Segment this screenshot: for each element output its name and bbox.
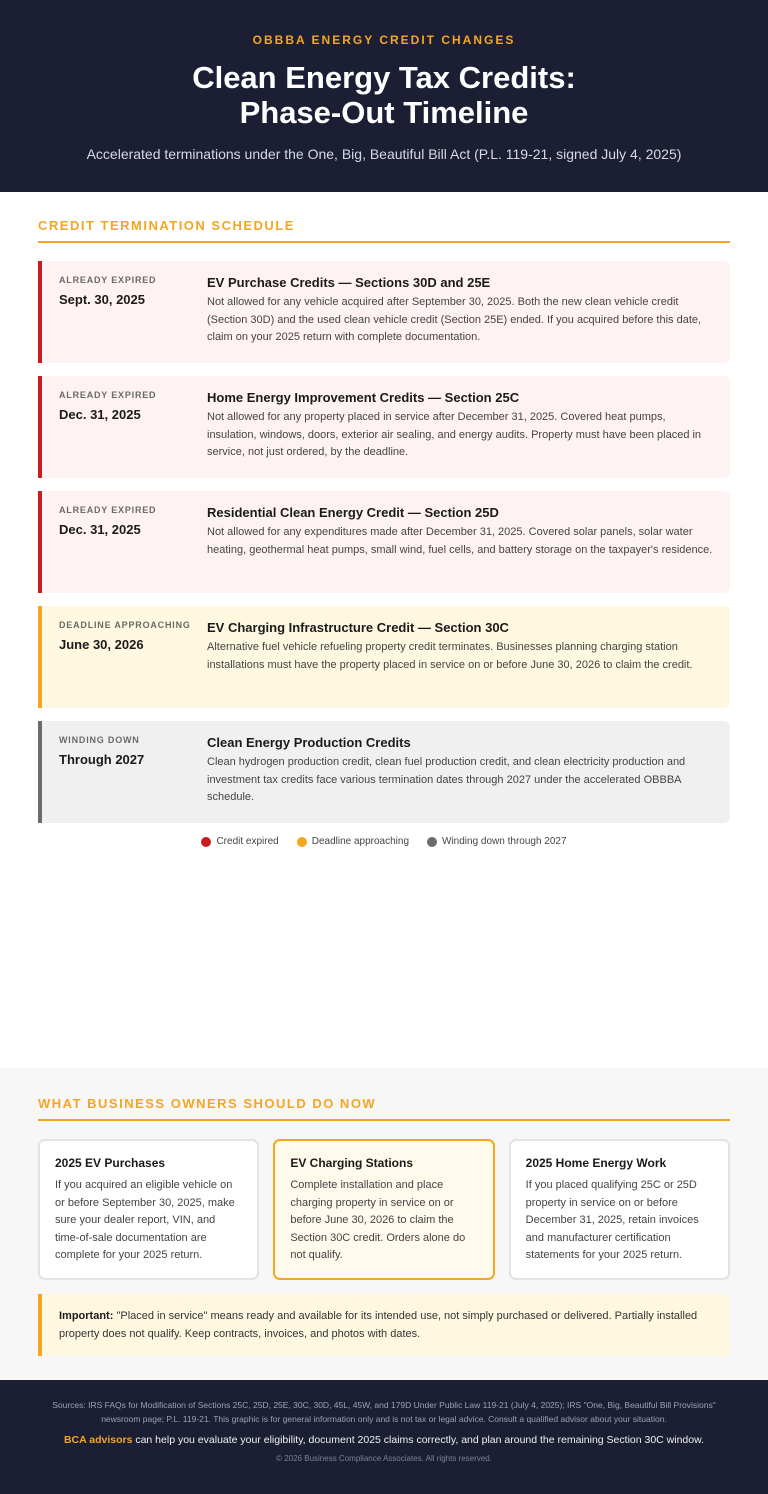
termination-schedule-section (0, 192, 768, 1068)
legend-item-expired (201, 836, 278, 847)
entry-description: Not allowed for any vehicle acquired after September 30, 2025. Both the new clean vehicle credit (Section 30D) and the used clean vehicle credit (Section 25E) ended. If you acquired before this date, claim on your 2025 return with complete documentation. (207, 296, 702, 343)
entry-title: EV Charging Infrastructure Credit — Section 30C (207, 620, 509, 635)
card-title: 2025 Home Energy Work (525, 1156, 667, 1170)
entry-description: Not allowed for any property placed in service after December 31, 2025. Covered heat pumps, insulation, windows, doors, exterior air sealing, and energy audits. Property must have been placed in service, not just ordered, by the deadline. (207, 411, 702, 458)
footer (0, 1380, 768, 1494)
timeline-entry (38, 491, 730, 593)
cta-text: can help you evaluate your eligibility, document 2025 claims correctly, and plan around the remaining Section 30C window. (132, 1434, 705, 1446)
entry-body (207, 505, 714, 593)
call-to-action (38, 1434, 730, 1446)
timeline-entry (38, 376, 730, 478)
deadline-date: Dec. 31, 2025 (59, 522, 141, 537)
card-title: EV Charging Stations (290, 1156, 414, 1170)
title-line-1: Clean Energy Tax Credits: (192, 60, 576, 95)
deadline-date: Through 2027 (59, 752, 145, 767)
orange-dot-icon (297, 837, 307, 847)
entry-date-block (59, 390, 207, 478)
entry-body (207, 735, 714, 823)
entry-date-block (59, 505, 207, 593)
status-label: WINDING DOWN (59, 735, 140, 745)
entry-date-block (59, 735, 207, 823)
card-body: Complete installation and place charging property in service on or before June 30, 2026 to claim the Section 30C credit. Orders alone do not qualify. (290, 1179, 466, 1261)
deadline-date: June 30, 2026 (59, 637, 144, 652)
entry-title: EV Purchase Credits — Sections 30D and 25E (207, 275, 491, 290)
title-line-2: Phase-Out Timeline (239, 95, 529, 130)
important-callout (38, 1294, 730, 1356)
deadline-date: Dec. 31, 2025 (59, 407, 141, 422)
eyebrow: OBBBA ENERGY CREDIT CHANGES (252, 33, 516, 47)
page-subtitle: Accelerated terminations under the One, Big, Beautiful Bill Act (P.L. 119-21, signed July 4, 2025) (86, 146, 682, 162)
status-label: ALREADY EXPIRED (59, 390, 157, 400)
entry-body (207, 275, 714, 363)
status-label: ALREADY EXPIRED (59, 275, 157, 285)
entry-description: Alternative fuel vehicle refueling property credit terminates. Businesses planning charging station installations must have the property placed in service on or before June 30, 2026 to claim the credit. (207, 641, 693, 671)
action-card-ev-purchases (38, 1139, 259, 1280)
page-title (0, 60, 768, 130)
action-items-section (0, 1068, 768, 1380)
entry-date-block (59, 275, 207, 363)
section-heading: WHAT BUSINESS OWNERS SHOULD DO NOW (38, 1096, 730, 1121)
deadline-date: Sept. 30, 2025 (59, 292, 145, 307)
entry-title: Clean Energy Production Credits (207, 735, 411, 750)
timeline-entry (38, 606, 730, 708)
gray-dot-icon (427, 837, 437, 847)
entry-title: Home Energy Improvement Credits — Section 25C (207, 390, 520, 405)
entry-description: Not allowed for any expenditures made after December 31, 2025. Covered solar panels, solar water heating, geothermal heat pumps, small wind, fuel cells, and battery storage on the taxpayer's residence. (207, 526, 713, 556)
entry-list (38, 261, 730, 823)
entry-body (207, 390, 714, 478)
copyright: © 2026 Business Compliance Associates. All rights reserved. (276, 1454, 492, 1463)
card-body: If you acquired an eligible vehicle on or before September 30, 2025, make sure your dealer report, VIN, and time-of-sale documentation are complete for your 2025 return. (55, 1179, 235, 1261)
hero-header (0, 0, 768, 192)
legend-label: Winding down through 2027 (442, 836, 567, 847)
legend-label: Deadline approaching (311, 836, 410, 847)
card-body: If you placed qualifying 25C or 25D property in service on or before December 31, 2025, retain invoices and manufacturer certification statements for your 2025 return. (525, 1179, 699, 1261)
entry-description: Clean hydrogen production credit, clean fuel production credit, and clean electricity production and investment tax credits face various termination dates through 2027 under the accelerated OBBBA schedule. (207, 756, 686, 803)
action-card-home-energy (509, 1139, 730, 1280)
status-label: ALREADY EXPIRED (59, 505, 157, 515)
legend-item-winding-down (427, 836, 567, 847)
timeline-entry (38, 261, 730, 363)
status-label: DEADLINE APPROACHING (59, 620, 191, 630)
brand-name: BCA advisors (63, 1434, 133, 1446)
card-title: 2025 EV Purchases (55, 1156, 166, 1170)
sources-note: Sources: IRS FAQs for Modification of Sections 25C, 25D, 25E, 30C, 30D, 45L, 45W, and 179D Under Public Law 119-21 (July 4, 2025); IRS "One, Big, Beautiful Bill Provisions" newsroom page; P.L. 119-21. This graphic is for general information only and is not tax or legal advice. Consult a qualified advisor about your situation. (52, 1400, 716, 1424)
red-dot-icon (201, 837, 211, 847)
legend (38, 836, 730, 847)
timeline-entry (38, 721, 730, 823)
action-card-ev-charging (273, 1139, 494, 1280)
legend-item-approaching (297, 836, 409, 847)
section-heading: CREDIT TERMINATION SCHEDULE (38, 218, 730, 243)
action-cards (38, 1139, 730, 1280)
important-text: "Placed in service" means ready and available for its intended use, not simply purchased or delivered. Partially installed property does not qualify. Keep contracts, invoices, and photos with dates. (59, 1310, 698, 1340)
entry-body (207, 620, 714, 708)
legend-label: Credit expired (216, 836, 279, 847)
important-label: Important: (59, 1310, 114, 1322)
entry-date-block (59, 620, 207, 708)
entry-title: Residential Clean Energy Credit — Section 25D (207, 505, 499, 520)
